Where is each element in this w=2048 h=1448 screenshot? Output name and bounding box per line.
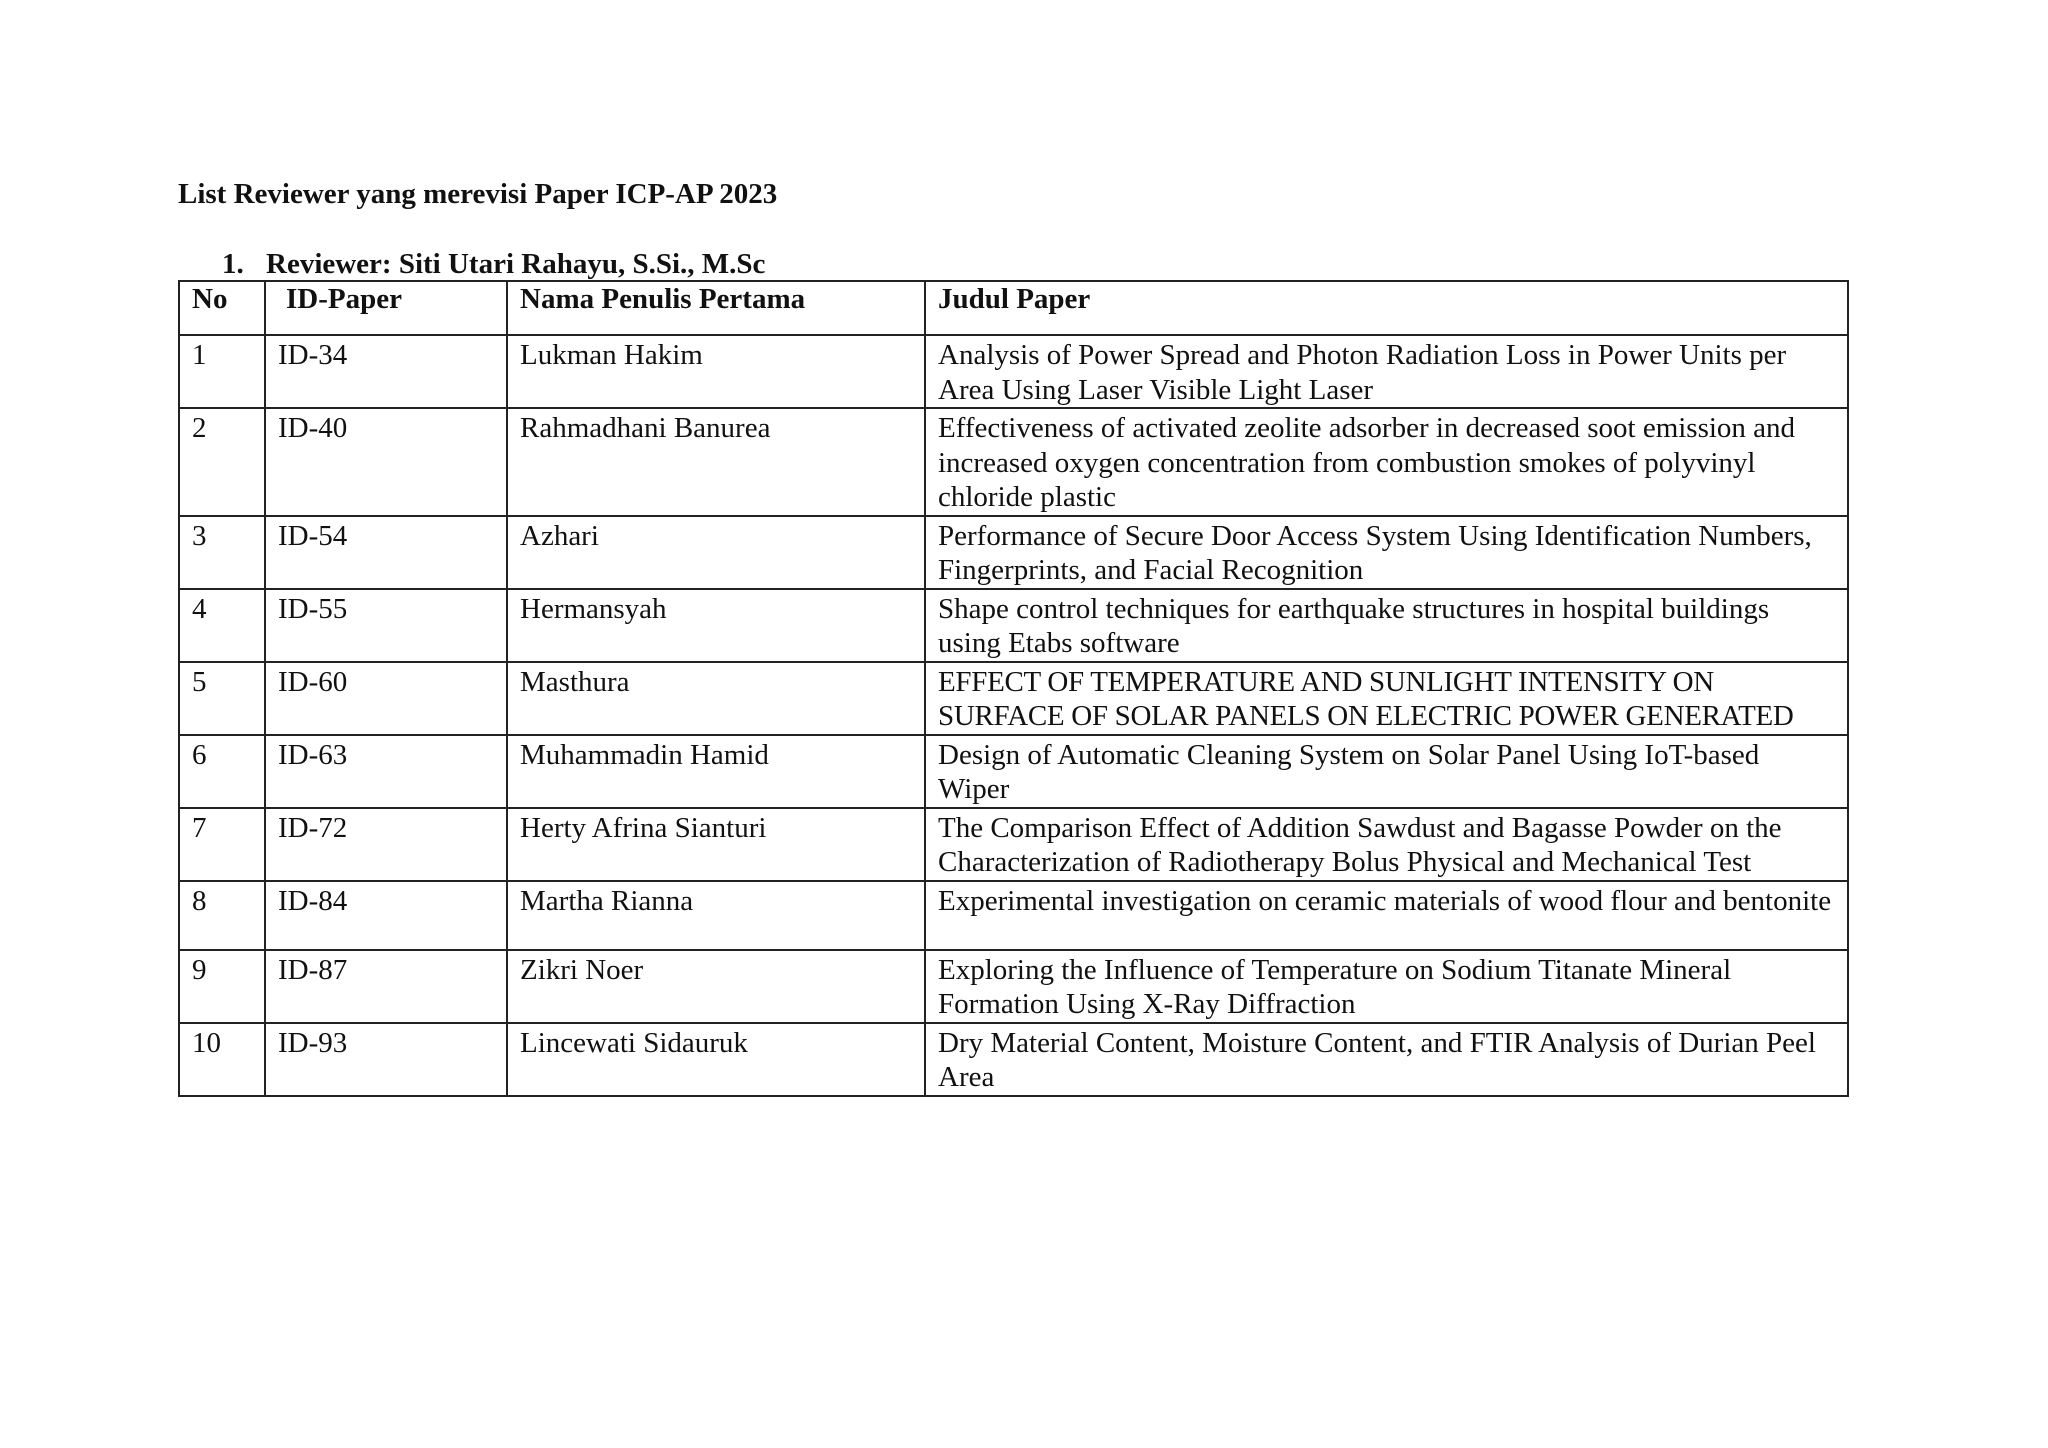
cell-judul-paper: Effectiveness of activated zeolite adsorber in decreased soot emission and increased oxygen concentration from combustion smokes of polyvinyl chloride plastic xyxy=(925,408,1848,516)
cell-nama-penulis: Masthura xyxy=(507,662,925,735)
cell-id-paper: ID-55 xyxy=(265,589,507,662)
cell-nama-penulis: Lincewati Sidauruk xyxy=(507,1023,925,1096)
cell-id-paper: ID-34 xyxy=(265,335,507,408)
cell-no: 6 xyxy=(179,735,265,808)
cell-id-paper: ID-93 xyxy=(265,1023,507,1096)
table-row xyxy=(179,516,1848,589)
cell-judul-paper: Performance of Secure Door Access System Using Identification Numbers, Fingerprints, and Facial Recognition xyxy=(925,516,1848,589)
cell-nama-penulis: Muhammadin Hamid xyxy=(507,735,925,808)
cell-judul-paper: Design of Automatic Cleaning System on Solar Panel Using IoT-based Wiper xyxy=(925,735,1848,808)
cell-id-paper: ID-84 xyxy=(265,881,507,950)
table-row xyxy=(179,1023,1848,1096)
table-row xyxy=(179,950,1848,1023)
cell-judul-paper: EFFECT OF TEMPERATURE AND SUNLIGHT INTENSITY ON SURFACE OF SOLAR PANELS ON ELECTRIC POWER GENERATED xyxy=(925,662,1848,735)
cell-nama-penulis: Azhari xyxy=(507,516,925,589)
cell-judul-paper: Exploring the Influence of Temperature on Sodium Titanate Mineral Formation Using X-Ray Diffraction xyxy=(925,950,1848,1023)
table-row xyxy=(179,808,1848,881)
header-id-paper: ID-Paper xyxy=(265,281,507,335)
header-judul-paper: Judul Paper xyxy=(925,281,1848,335)
cell-id-paper: ID-63 xyxy=(265,735,507,808)
cell-nama-penulis: Zikri Noer xyxy=(507,950,925,1023)
cell-judul-paper: The Comparison Effect of Addition Sawdust and Bagasse Powder on the Characterization of Radiotherapy Bolus Physical and Mechanical Test xyxy=(925,808,1848,881)
cell-nama-penulis: Martha Rianna xyxy=(507,881,925,950)
reviewer-number: 1. xyxy=(222,248,244,280)
cell-id-paper: ID-40 xyxy=(265,408,507,516)
cell-no: 8 xyxy=(179,881,265,950)
cell-no: 1 xyxy=(179,335,265,408)
cell-judul-paper: Experimental investigation on ceramic materials of wood flour and bentonite xyxy=(925,881,1848,950)
page-title: List Reviewer yang merevisi Paper ICP-AP 2023 xyxy=(178,178,778,210)
table-row xyxy=(179,662,1848,735)
cell-nama-penulis: Rahmadhani Banurea xyxy=(507,408,925,516)
table-row xyxy=(179,881,1848,950)
header-nama-penulis: Nama Penulis Pertama xyxy=(507,281,925,335)
table-row xyxy=(179,335,1848,408)
cell-no: 3 xyxy=(179,516,265,589)
cell-no: 9 xyxy=(179,950,265,1023)
cell-id-paper: ID-54 xyxy=(265,516,507,589)
cell-id-paper: ID-72 xyxy=(265,808,507,881)
cell-id-paper: ID-87 xyxy=(265,950,507,1023)
reviewer-label: Reviewer: Siti Utari Rahayu, S.Si., M.Sc xyxy=(266,248,766,280)
cell-nama-penulis: Hermansyah xyxy=(507,589,925,662)
table-row xyxy=(179,735,1848,808)
cell-judul-paper: Shape control techniques for earthquake structures in hospital buildings using Etabs software xyxy=(925,589,1848,662)
header-no: No xyxy=(179,281,265,335)
reviewer-paper-table xyxy=(178,280,1849,1097)
cell-nama-penulis: Lukman Hakim xyxy=(507,335,925,408)
reviewer-heading xyxy=(222,244,765,284)
cell-no: 5 xyxy=(179,662,265,735)
cell-no: 2 xyxy=(179,408,265,516)
cell-no: 10 xyxy=(179,1023,265,1096)
table-row xyxy=(179,408,1848,516)
cell-id-paper: ID-60 xyxy=(265,662,507,735)
cell-no: 7 xyxy=(179,808,265,881)
cell-judul-paper: Dry Material Content, Moisture Content, and FTIR Analysis of Durian Peel Area xyxy=(925,1023,1848,1096)
cell-no: 4 xyxy=(179,589,265,662)
table-header-row xyxy=(179,281,1848,335)
cell-nama-penulis: Herty Afrina Sianturi xyxy=(507,808,925,881)
cell-judul-paper: Analysis of Power Spread and Photon Radiation Loss in Power Units per Area Using Laser Visible Light Laser xyxy=(925,335,1848,408)
table-row xyxy=(179,589,1848,662)
